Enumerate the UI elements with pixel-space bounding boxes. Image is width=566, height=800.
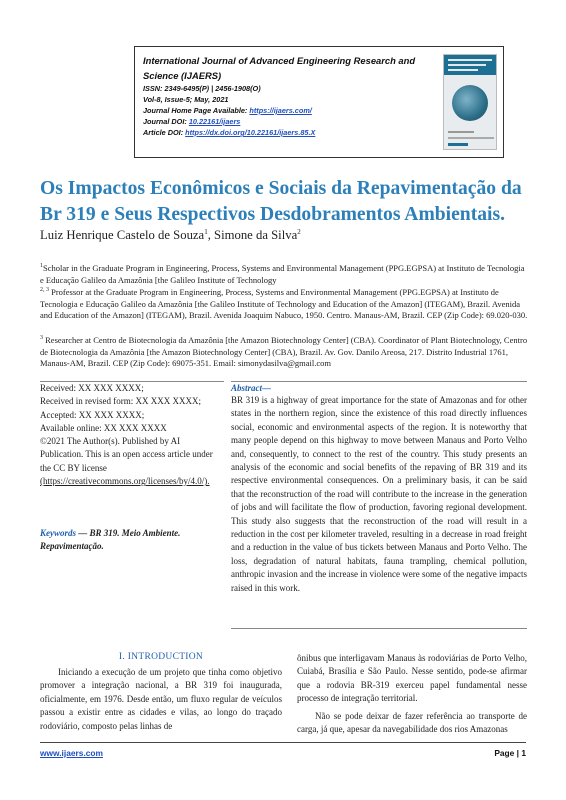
keywords-label: Keywords <box>40 528 76 538</box>
journal-name-line1: International Journal of Advanced Engineering Research and <box>143 55 416 66</box>
affiliation-2 <box>40 285 530 322</box>
author-separator: , <box>207 228 215 243</box>
journal-header <box>134 46 504 158</box>
keywords <box>40 527 224 554</box>
homepage-label: Journal Home Page Available: <box>143 106 250 115</box>
footer-site-link[interactable]: www.ijaers.com <box>40 748 103 758</box>
affiliation-1-text: Scholar in the Graduate Program in Engineering, Process, Systems and Environmental Management (PPG.EGPSA) at Instituto de Tecnologia e Educação Galileo da Amazônia [the Galileo Institute of Technology <box>40 262 525 285</box>
received-date: Received: XX XXX XXXX; <box>40 383 144 393</box>
journal-cover-image <box>443 54 497 150</box>
revised-date: Received in revised form: XX XXX XXXX; <box>40 396 201 407</box>
accepted-date: Accepted: XX XXX XXXX; <box>40 409 145 420</box>
journal-doi-link[interactable]: 10.22161/ijaers <box>188 117 241 126</box>
affiliation-1 <box>40 261 530 286</box>
author-2: Simone da Silva <box>214 228 298 243</box>
author-list <box>40 228 301 243</box>
article-doi-link[interactable]: https://dx.doi.org/10.22161/ijaers.85.X <box>185 128 316 137</box>
homepage-line <box>143 105 443 116</box>
intro-paragraph-left: Iniciando a execução de um projeto que tinha como objetivo promover a integração nacional, a BR 319 foi inaugurada, oficialmente, em 1976. Desde então, um fluxo regular de veículos passou a existir entre as cidades e vilas, ao longo do traçado rodoviário, composto pelas linhas de <box>40 667 282 731</box>
affiliation-3-marker: 3 <box>40 335 43 341</box>
author-2-affiliation: 2 <box>297 228 301 236</box>
page-number: Page | 1 <box>494 748 526 758</box>
footer-divider <box>40 742 526 743</box>
journal-name-line2: Science (IJAERS) <box>143 70 222 81</box>
article-doi-label: Article DOI: <box>143 128 186 137</box>
divider <box>231 628 527 629</box>
divider <box>231 381 527 382</box>
online-date: Available online: XX XXX XXXX <box>40 422 167 433</box>
affiliation-2-marker: 2, 3 <box>40 287 49 293</box>
abstract-body: BR 319 is a highway of great importance for the state of Amazonas and for other states in the northern region, since the existence of this road directly influences social, economic and environmental aspects of the region. It is noteworthy that many people depend on this highway to move between Manaus and Porto Velho and, consequently, to connect to the rest of the country. This study presents an analysis of the economic and social benefits of the repaving of BR 319 and its respective environmental consequences. On a preliminary basis, it can be said that the reconstruction of the road will contribute to the increase in the generation of jobs and will facilitate the flow of production, favoring regional development. This study also suggests that the reconstruction of the road will result in a reduction in the cost per kilometer traveled, resulting in a decrease in road freight and a reduction in the value of bus tickets between Manaus and Porto Velho. The loss, degradation of natural habitats, fauna trampling, chemical pollution, anthropic invasion and the increase in violence were some of the negative impacts raised in this work. <box>231 395 527 593</box>
copyright-notice: ©2021 The Author(s). Published by AI Publication. This is an open access article under the CC BY license <box>40 436 213 473</box>
license-link[interactable]: (https://creativecommons.org/licenses/by/4.0/). <box>40 476 210 487</box>
affiliation-3-text: Researcher at Centro de Biotecnologia da Amazônia [the Amazon Biotechnology Center] (CBA). Coordinator of Plant Biotechnology, Centro de Biotecnologia da Amazônia [the Amazon Biotechnology Center] (CBA), Brazil. Av. Gov. Danilo Areosa, 217. Distrito Industrial 1761, Manaus-AM, Brazil. CEP (Zip Code): 69075-351. Email: simonydasilva@gmail.com <box>40 334 528 369</box>
journal-doi-label: Journal DOI: <box>143 117 189 126</box>
intro-paragraph-right-1: ônibus que interligavam Manaus às rodoviárias de Porto Velho, Cuiabá, Brasília e São Paulo. Nesse sentido, pode-se afirmar que a rodovia BR-319 exerceu papel fundamental nesse processo de integração territorial. <box>297 653 527 704</box>
paper-title: Os Impactos Econômicos e Sociais da Repavimentação da Br 319 e Seus Respectivos Desdobramentos Ambientais. <box>40 178 522 225</box>
abstract-heading: Abstract— <box>231 383 272 393</box>
author-1: Luiz Henrique Castelo de Souza <box>40 228 205 243</box>
issn: ISSN: 2349-6495(P) | 2456-1908(O) <box>143 84 261 93</box>
homepage-link[interactable]: https://ijaers.com/ <box>249 106 312 115</box>
journal-doi-line <box>143 116 443 127</box>
keywords-text: — BR 319. Meio Ambiente. Repavimentação. <box>40 528 181 552</box>
intro-paragraph-right-2: Não se pode deixar de fazer referência ao transporte de carga, já que, apesar da navegabilidade dos rios Amazonas <box>297 710 527 735</box>
affiliation-1-marker: 1 <box>40 263 43 269</box>
article-dates <box>40 382 224 488</box>
journal-name <box>143 53 443 83</box>
author-1-affiliation: 1 <box>204 228 208 236</box>
affiliation-2-text: Professor at the Graduate Program in Engineering, Process, Systems and Environmental Management (PPG.EGPSA) at Instituto de Tecnologia e Educação Galileo da Amazônia [the Galileo Institute of Technology and Education of the Amazon] (ITEGAM), Brazil. Avenida and Education of the Amazon] (ITEGAM), Brazil. Avenida Joaquim Nabuco, 1950. Centro. Manaus-AM, Brazil. CEP (Zip Code): 69.020-030. <box>40 286 528 321</box>
affiliation-3 <box>40 333 530 370</box>
intro-column-right <box>297 652 527 740</box>
section-heading-introduction: I. INTRODUCTION <box>118 652 204 662</box>
journal-info <box>143 53 443 138</box>
article-doi-line <box>143 127 443 138</box>
volume-issue: Vol-8, Issue-5; May, 2021 <box>143 95 229 104</box>
